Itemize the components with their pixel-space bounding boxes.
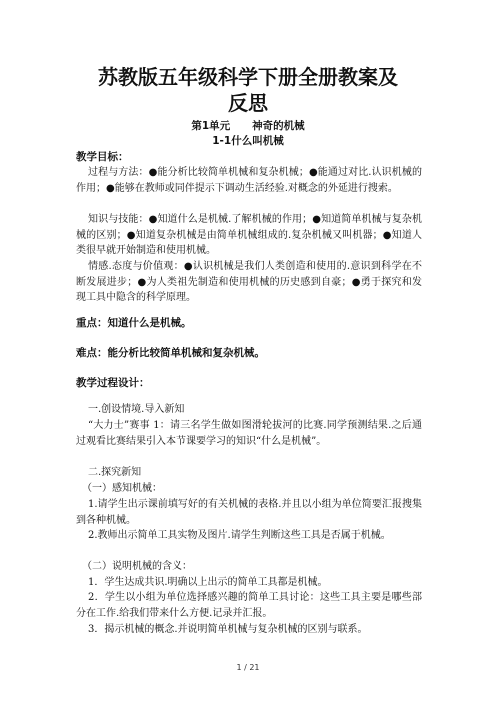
unit-heading: 第1单元 神奇的机械 [191,120,305,132]
objective-attitude-values: 情感.态度与价值观：●认识机械是我们人类创造和使用的.意识到科学在不断发展进步；●为人类祖先制造和使用机械的历史感到自豪；●勇于探究和发现工具中隐含的科学原理。 [76,261,422,304]
step2-sub2: （二）说明机械的含义： [82,561,192,572]
step2-paragraph2: 2.教师出示简单工具实物及图片.请学生判断这些工具是否属于机械。 [88,530,391,541]
step2-paragraph5: 3．揭示机械的概念.并说明简单机械与复杂机械的区别与联系。 [88,624,368,635]
step2-sub1: （一）感知机械： [82,483,162,494]
lesson-heading: 1-1什么叫机械 [212,135,284,147]
step2-paragraph3: 1．学生达成共识.明确以上出示的简单工具都是机械。 [88,577,328,588]
difficulty-point: 难点：能分析比较简单机械和复杂机械。 [76,347,265,359]
document-title-line2: 反思 [228,91,268,115]
step2-title: 二.探究新知 [88,467,142,478]
step2-paragraph4: 2．学生以小组为单位选择感兴趣的简单工具讨论：这些工具主要是哪些部分在工作.给我们带来什么方便.记录并汇报。 [76,592,422,619]
step1-title: 一.创设情境.导入新知 [88,404,185,415]
objectives-heading: 教学目标： [76,151,129,163]
process-heading: 教学过程设计： [76,377,150,389]
page-number: 1 / 21 [236,663,260,672]
document-title-line1: 苏教版五年级科学下册全册教案及 [98,65,398,89]
objective-process-methods: 过程与方法：●能分析比较简单机械和复杂机械；●能通过对比.认识机械的作用；●能够在教师或同伴提示下调动生活经验.对概念的外延进行搜索。 [76,167,422,194]
step2-paragraph1: 1.请学生出示课前填写好的有关机械的表格.并且以小组为单位简要汇报搜集到各种机械。 [76,499,422,526]
objective-knowledge-skills: 知识与技能：●知道什么是机械.了解机械的作用；●知道简单机械与复杂机械的区别；●知道复杂机械是由简单机械组成的.复杂机械又叫机器；●知道人类很早就开始制造和使用机械。 [76,214,422,257]
step1-text: “大力士”赛事 1：请三名学生做如图滑轮拔河的比赛.同学预测结果.之后通过观看比赛结果引入本节课要学习的知识“什么是机械”。 [76,420,422,447]
key-point: 重点：知道什么是机械。 [76,317,192,329]
